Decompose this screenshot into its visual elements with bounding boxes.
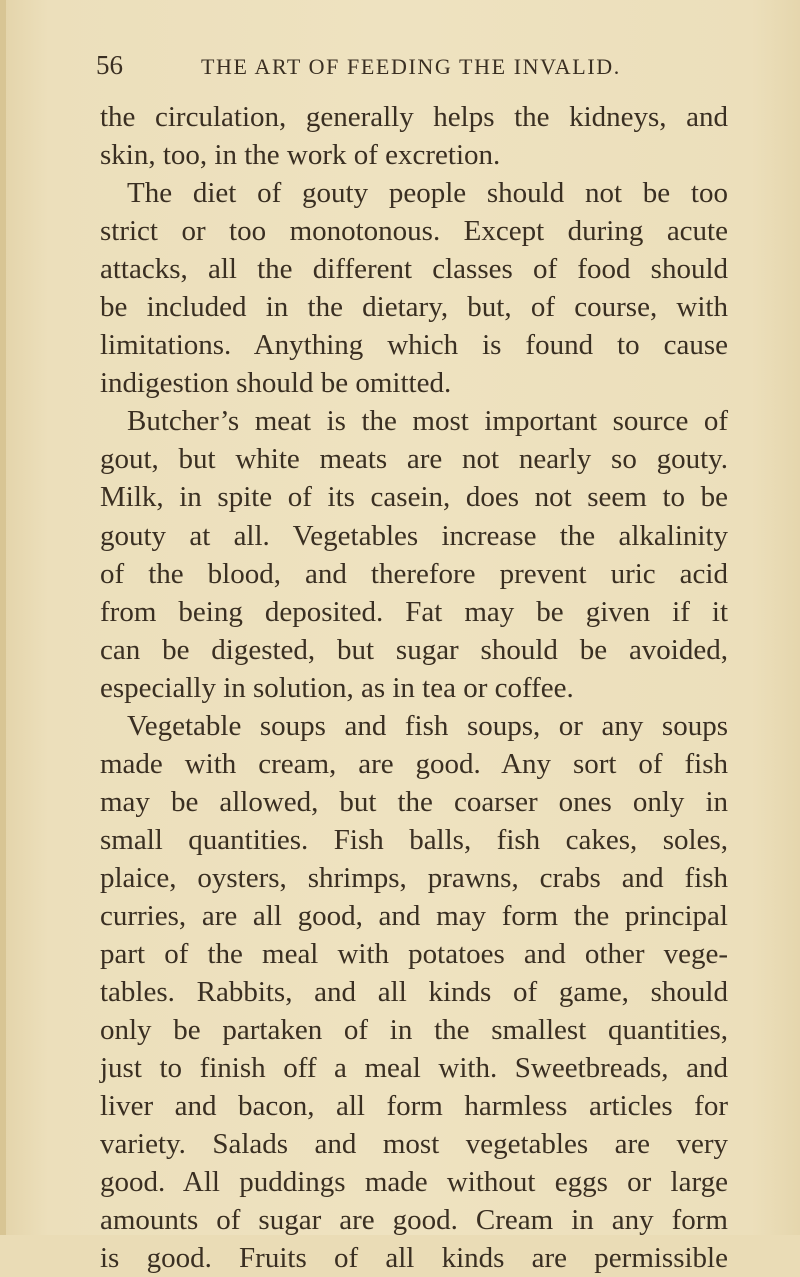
text-line: gouty at all. Vegetables increase the alkalinity xyxy=(100,519,728,552)
text-line: liver and bacon, all form harmless articles for xyxy=(100,1090,728,1123)
text-line: of the blood, and therefore prevent uric acid xyxy=(100,557,728,590)
text-line: amounts of sugar are good. Cream in any form xyxy=(100,1204,728,1237)
text-line: just to finish off a meal with. Sweetbreads, and xyxy=(100,1052,728,1085)
text-line: attacks, all the different classes of food should xyxy=(100,253,728,286)
text-line: indigestion should be omitted. xyxy=(100,367,452,400)
text-line: gout, but white meats are not nearly so gouty. xyxy=(100,443,728,476)
text-line: is good. Fruits of all kinds are permissible xyxy=(100,1242,728,1275)
paragraph-start-line: Butcher’s meat is the most important source of xyxy=(127,405,728,438)
page-gutter xyxy=(0,0,6,1235)
text-line: be included in the dietary, but, of course, with xyxy=(100,291,728,324)
text-line: tables. Rabbits, and all kinds of game, should xyxy=(100,976,728,1009)
text-line: limitations. Anything which is found to cause xyxy=(100,329,728,362)
text-line: curries, are all good, and may form the principal xyxy=(100,899,728,932)
text-line: may be allowed, but the coarser ones only in xyxy=(100,785,728,818)
text-line: strict or too monotonous. Except during acute xyxy=(100,215,728,248)
text-line: small quantities. Fish balls, fish cakes, soles, xyxy=(100,823,728,856)
text-line: from being deposited. Fat may be given if it xyxy=(100,595,728,628)
page-number: 56 xyxy=(96,50,123,80)
text-line: variety. Salads and most vegetables are very xyxy=(100,1128,728,1161)
text-line: can be digested, but sugar should be avoided, xyxy=(100,633,728,666)
text-line: the circulation, generally helps the kidneys, and xyxy=(100,101,728,133)
text-line: made with cream, are good. Any sort of fish xyxy=(100,747,728,780)
text-line: part of the meal with potatoes and other vege- xyxy=(100,938,728,971)
body-text xyxy=(100,98,728,1277)
text-line: plaice, oysters, shrimps, prawns, crabs and fish xyxy=(100,861,728,894)
text-line: good. All puddings made without eggs or large xyxy=(100,1166,728,1199)
running-head xyxy=(96,50,696,84)
paragraph-start-line: The diet of gouty people should not be too xyxy=(127,177,728,210)
text-line: especially in solution, as in tea or coffee. xyxy=(100,671,574,704)
text-line: only be partaken of in the smallest quantities, xyxy=(100,1014,728,1047)
text-line: Milk, in spite of its casein, does not seem to be xyxy=(100,481,728,514)
running-title: THE ART OF FEEDING THE INVALID. xyxy=(201,54,621,79)
paragraph-start-line: Vegetable soups and fish soups, or any soups xyxy=(127,709,728,742)
text-line: skin, too, in the work of excretion. xyxy=(100,139,501,172)
